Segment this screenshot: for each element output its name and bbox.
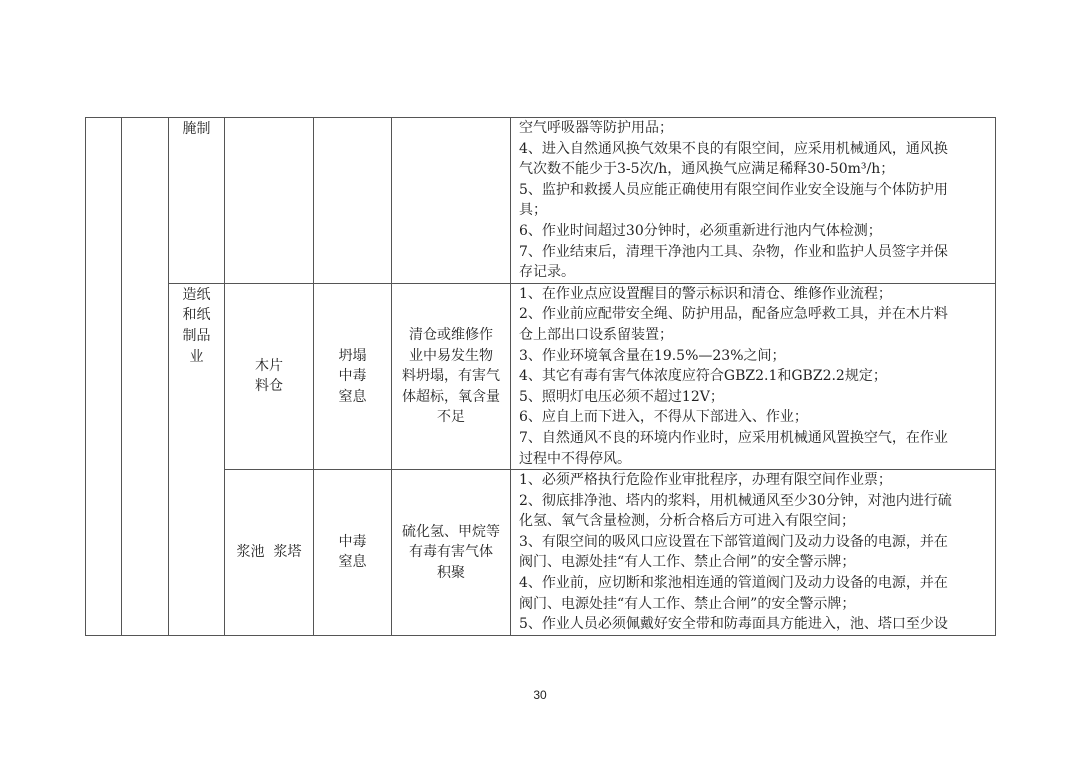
measure-line: 5、监护和救援人员应能正确使用有限空间作业安全设施与个体防护用 bbox=[519, 181, 948, 198]
measure-line: 1、必须严格执行危险作业审批程序，办理有限空间作业票； bbox=[519, 472, 892, 489]
measure-line: 1、在作业点应设置醒目的警示标识和清仓、维修作业流程； bbox=[519, 285, 892, 302]
cause-line: 积聚 bbox=[437, 564, 465, 581]
measure-line: 化氢、氧气含量检测，分析合格后方可进入有限空间； bbox=[519, 513, 855, 530]
measure-line: 气次数不能少于3-5次/h，通风换气应满足稀释30-50m³/h； bbox=[519, 161, 895, 178]
hazard-line: 窒息 bbox=[338, 554, 367, 571]
industry-line: 造纸 bbox=[182, 286, 211, 303]
cause-cell bbox=[392, 283, 511, 469]
measures-cell bbox=[511, 283, 996, 469]
cause-line: 业中易发生物 bbox=[409, 347, 493, 364]
measure-line: 7、自然通风不良的环境内作业时，应采用机械通风置换空气，在作业 bbox=[519, 429, 948, 446]
location-line: 木片 bbox=[255, 357, 283, 374]
industry-cell bbox=[169, 283, 225, 635]
measure-line: 存记录。 bbox=[519, 264, 575, 281]
measure-line: 5、作业人员必须佩戴好安全带和防毒面具方能进入，池、塔口至少设 bbox=[519, 616, 948, 633]
measure-line: 6、作业时间超过30分钟时，必须重新进行池内气体检测； bbox=[519, 222, 882, 239]
cause-line: 有毒有害气体 bbox=[409, 544, 493, 561]
measure-line: 4、作业前，应切断和浆池相连通的管道阀门及动力设备的电源，并在 bbox=[519, 575, 948, 592]
measure-line: 具； bbox=[519, 202, 547, 219]
hazard-line: 窒息 bbox=[338, 388, 367, 405]
cause-cell bbox=[392, 470, 511, 636]
cause-cell bbox=[392, 118, 511, 284]
measure-line: 4、其它有毒有害气体浓度应符合GBZ2.1和GBZ2.2规定； bbox=[519, 368, 887, 385]
industry-cell bbox=[169, 118, 225, 284]
hazard-cell bbox=[314, 470, 392, 636]
measure-line: 7、作业结束后，清理干净池内工具、杂物，作业和监护人员签字并保 bbox=[519, 243, 948, 260]
measure-line: 仓上部出口设系留装置； bbox=[519, 326, 673, 343]
hazard-line: 坍塌 bbox=[338, 347, 367, 364]
page-number: 30 bbox=[533, 688, 547, 702]
cause-line: 硫化氢、甲烷等 bbox=[402, 523, 500, 540]
cause-line: 料坍塌，有害气 bbox=[402, 368, 500, 385]
cause-line: 清仓或维修作 bbox=[409, 326, 493, 343]
table-row bbox=[86, 118, 996, 284]
blank-cell bbox=[86, 118, 122, 636]
measures-cell bbox=[511, 118, 996, 284]
hazard-line: 中毒 bbox=[338, 368, 367, 385]
measure-line: 4、进入自然通风换气效果不良的有限空间，应采用机械通风，通风换 bbox=[519, 140, 948, 157]
measure-line: 阀门、电源处挂“有人工作、禁止合闸”的安全警示牌； bbox=[519, 595, 856, 612]
measures-cell bbox=[511, 470, 996, 636]
table-row bbox=[86, 283, 996, 469]
industry-line: 腌制 bbox=[182, 121, 211, 137]
location-cell bbox=[225, 470, 314, 636]
measure-line: 6、应自上而下进入，不得从下部进入、作业； bbox=[519, 409, 808, 426]
measure-line: 2、彻底排净池、塔内的浆料，用机械通风至少30分钟，对池内进行硫 bbox=[519, 492, 952, 509]
measure-line: 3、作业环境氧含量在19.5%—23%之间； bbox=[519, 347, 786, 364]
location-line: 料仓 bbox=[255, 378, 283, 395]
measure-line: 阀门、电源处挂“有人工作、禁止合闸”的安全警示牌； bbox=[519, 554, 856, 571]
hazard-cell bbox=[314, 118, 392, 284]
cause-line: 体超标，氧含量 bbox=[402, 388, 500, 405]
industry-line: 和纸 bbox=[182, 307, 211, 324]
measure-line: 空气呼吸器等防护用品； bbox=[519, 120, 673, 136]
measure-line: 5、照明灯电压必须不超过12V； bbox=[519, 388, 724, 405]
location-cell bbox=[225, 283, 314, 469]
location-line: 浆池 浆塔 bbox=[236, 544, 302, 561]
measure-line: 过程中不得停风。 bbox=[519, 450, 631, 467]
location-cell bbox=[225, 118, 314, 284]
hazard-line: 中毒 bbox=[338, 533, 367, 550]
cause-line: 不足 bbox=[437, 409, 465, 426]
hazard-cell bbox=[314, 283, 392, 469]
measure-line: 2、作业前应配带安全绳、防护用品，配备应急呼救工具，并在木片料 bbox=[519, 306, 948, 323]
blank-cell bbox=[122, 118, 169, 636]
industry-line: 业 bbox=[189, 348, 204, 365]
hazard-table bbox=[85, 117, 996, 636]
measure-line: 3、有限空间的吸风口应设置在下部管道阀门及动力设备的电源，并在 bbox=[519, 533, 948, 550]
industry-line: 制品 bbox=[182, 327, 211, 344]
